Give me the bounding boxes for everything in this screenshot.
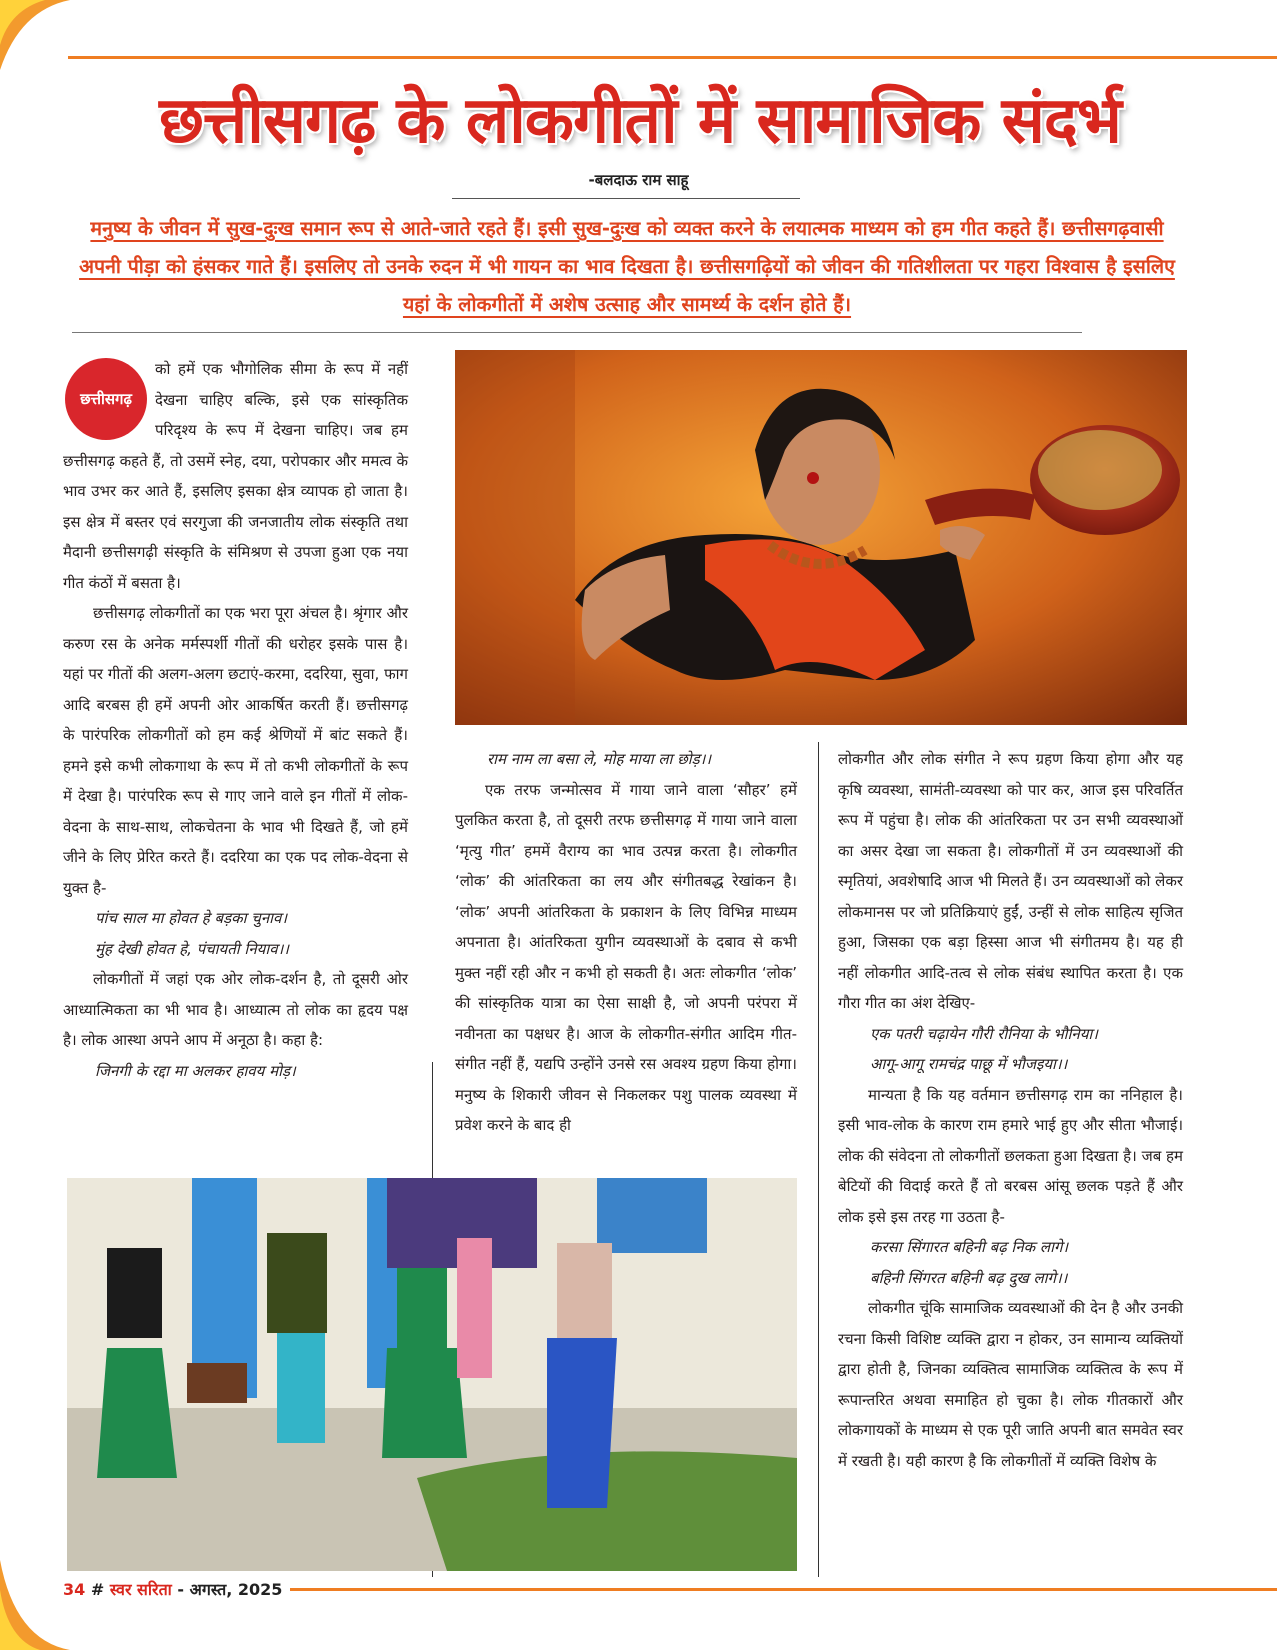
issue-date: - अगस्त, 2025 [177, 1580, 283, 1599]
folk-dancers-photo [67, 1178, 797, 1571]
text-column-3 [838, 744, 1183, 1476]
verse-line: आगू-आगू रामचंद्र पाछू में भौजइया।। [870, 1055, 1068, 1073]
verse-line: एक पतरी चढ़ायेन गौरी रौनिया के भौनिया। [870, 1024, 1098, 1043]
article-author: -बलदाऊ राम साहू [588, 171, 689, 189]
folk-singer-photo [455, 350, 1187, 725]
header-rule [68, 56, 1277, 59]
paragraph: लोकगीत चूंकि सामाजिक व्यवस्थाओं की देन है और उनकी रचना किसी विशिष्ट व्यक्ति द्वारा न होकर, उन सामान्य व्यक्तियों द्वारा होती है, जिनका व्यक्तित्व सामाजिक व्यक्तित्व के रूप में रूपान्तरित अथवा समाहित हो चुका है। लोक गीतकारों और लोकगायकों के माध्यम से एक पूरी जाति अपनी बात समवेत स्वर में रखती है। यही कारण है कि लोकगीतों में व्यक्ति विशेष के [838, 1299, 1183, 1470]
paragraph: छत्तीसगढ़ लोकगीतों का एक भरा पूरा अंचल है। श्रृंगार और करुण रस के अनेक मर्मस्पर्शी गीतों की धरोहर इसके पास है। यहां पर गीतों की अलग-अलग छटाएं-करमा, ददरिया, सुवा, फाग आदि बरबस ही हमें अपनी ओर आकर्षित करती हैं। छत्तीसगढ़ के पारंपरिक लोकगीतों को हम कई श्रेणियों में बांट सकते हैं। हमने इसे कभी लोकगाथा के रूप में तो कभी लोकगीतों के रूप में देखा है। पारंपरिक रूप से गाए जाने वाले इन गीतों में लोक-वेदना के साथ-साथ, लोकचेतना के भाव भी दिखते हैं, जो हमें जीने के लिए प्रेरित करते हैं। ददरिया का एक पद लोक-वेदना से युक्त है- [63, 604, 408, 897]
intro-divider [72, 332, 1082, 333]
verse-line: राम नाम ला बसा ले, मोह माया ला छोड़।। [487, 750, 712, 768]
footer-rule [290, 1588, 1277, 1591]
magazine-name: स्वर सरिता [109, 1580, 172, 1599]
verse-line: पांच साल मा होवत हे बड़का चुनाव। [95, 909, 288, 927]
paragraph: मान्यता है कि यह वर्तमान छत्तीसगढ़ राम का ननिहाल है। इसी भाव-लोक के कारण राम हमारे भाई हुए और सीता भौजाई। लोक की संवेदना तो लोकगीतों छलकता हुआ दिखता है। जब हम बेटियों की विदाई करते हैं तो बरबस आंसू छलक पड़ते हैं और लोक इसे इस तरह गा उठता है- [838, 1085, 1183, 1226]
text-column-2 [455, 744, 797, 1141]
page-number: 34 [63, 1580, 86, 1599]
paragraph: लोकगीतों में जहां एक ओर लोक-दर्शन है, तो दूसरी ओर आध्यात्मिकता का भी भाव है। आध्यात्म तो लोक का हृदय पक्ष है। लोक आस्था अपने आप में अनूठा है। कहा है: [63, 970, 408, 1049]
intro-paragraph: मनुष्य के जीवन में सुख-दुःख समान रूप से आते-जाते रहते हैं। इसी सुख-दुःख को व्यक्त करने के लयात्मक माध्यम को हम गीत कहते हैं। छत्तीसगढ़वासी अपनी पीड़ा को हंसकर गाते हैं। इसलिए तो उनके रुदन में भी गायन का भाव दिखता है। छत्तीसगढ़ियों को जीवन की गतिशीलता पर गहरा विश्वास है इसलिए यहां के लोकगीतों में अशेष उत्साह और सामर्थ्य के दर्शन होते हैं। [79, 217, 1175, 316]
paragraph: लोकगीत और लोक संगीत ने रूप ग्रहण किया होगा और यह कृषि व्यवस्था, सामंती-व्यवस्था को पार कर, आज इस परिवर्तित रूप में पहुंचा है। लोक की आंतरिकता पर उन सभी व्यवस्थाओं का असर देखा जा सकता है। लोकगीतों में उन व्यवस्थाओं की स्मृतियां, अवशेषादि आज भी मिलते हैं। उन व्यवस्थाओं को लेकर लोकमानस पर जो प्रतिक्रियाएं हुईं, उन्हीं से लोक साहित्य सृजित हुआ, जिसका एक बड़ा हिस्सा आज भी संगीतमय है। यह ही नहीं लोकगीत आदि-तत्व से लोक संबंध स्थापित करता है। एक गौरा गीत का अंश देखिए- [838, 750, 1183, 1012]
verse-line: मुंह देखी होवत हे, पंचायती नियाव।। [95, 939, 289, 958]
column-divider [818, 742, 819, 1577]
verse-line: जिनगी के रद्दा मा अलकर हावय मोड़। [95, 1061, 296, 1080]
drop-badge: छत्तीसगढ़ [65, 358, 147, 440]
page-footer [63, 1578, 282, 1600]
author-divider [452, 198, 800, 199]
footer-hash: # [90, 1580, 105, 1599]
article-title: छत्तीसगढ़ के लोकगीतों में सामाजिक संदर्भ [159, 84, 1121, 158]
verse-line: बहिनी सिंगरत बहिनी बढ़ दुख लागे।। [870, 1268, 1068, 1287]
text-column-1 [63, 354, 408, 1086]
paragraph: एक तरफ जन्मोत्सव में गाया जाने वाला ‘सौहर’ हमें पुलकित करता है, तो दूसरी तरफ छत्तीसगढ़ में गाया जाने वाला ‘मृत्यु गीत’ हममें वैराग्य का भाव उत्पन्न करता है। लोकगीत ‘लोक’ की आंतरिकता का लय और संगीतबद्ध रेखांकन है। ‘लोक’ अपनी आंतरिकता के प्रकाशन के लिए विभिन्न माध्यम अपनाता है। आंतरिकता युगीन व्यवस्थाओं के दबाव से कभी मुक्त नहीं रही और न कभी हो सकती है। अतः लोकगीत ‘लोक’ की सांस्कृतिक यात्रा का ऐसा साक्षी है, जो अपनी परंपरा में नवीनता का पक्षधर है। आज के लोकगीत-संगीत आदिम गीत-संगीत नहीं हैं, यद्यपि उन्होंने उनसे रस अवश्य ग्रहण किया होगा। मनुष्य के शिकारी जीवन से निकलकर पशु पालक व्यवस्था में प्रवेश करने के बाद ही [455, 780, 797, 1134]
verse-line: करसा सिंगारत बहिनी बढ़ निक लागे। [870, 1238, 1069, 1256]
paragraph: को हमें एक भौगोलिक सीमा के रूप में नहीं देखना चाहिए बल्कि, इसे एक सांस्कृतिक परिदृश्य के रूप में देखना चाहिए। जब हम छत्तीसगढ़ कहते हैं, तो उसमें स्नेह, दया, परोपकार और ममत्व के भाव उभर कर आते हैं, इसलिए इसका क्षेत्र व्यापक हो जाता है। इस क्षेत्र में बस्तर एवं सरगुजा की जनजातीय लोक संस्कृति तथा मैदानी छत्तीसगढ़ी संस्कृति के संमिश्रण से उपजा हुआ एक नया गीत कंठों में बसता है। [63, 360, 408, 592]
corner-ornament-top [0, 0, 70, 70]
corner-ornament-bottom [0, 1560, 70, 1650]
